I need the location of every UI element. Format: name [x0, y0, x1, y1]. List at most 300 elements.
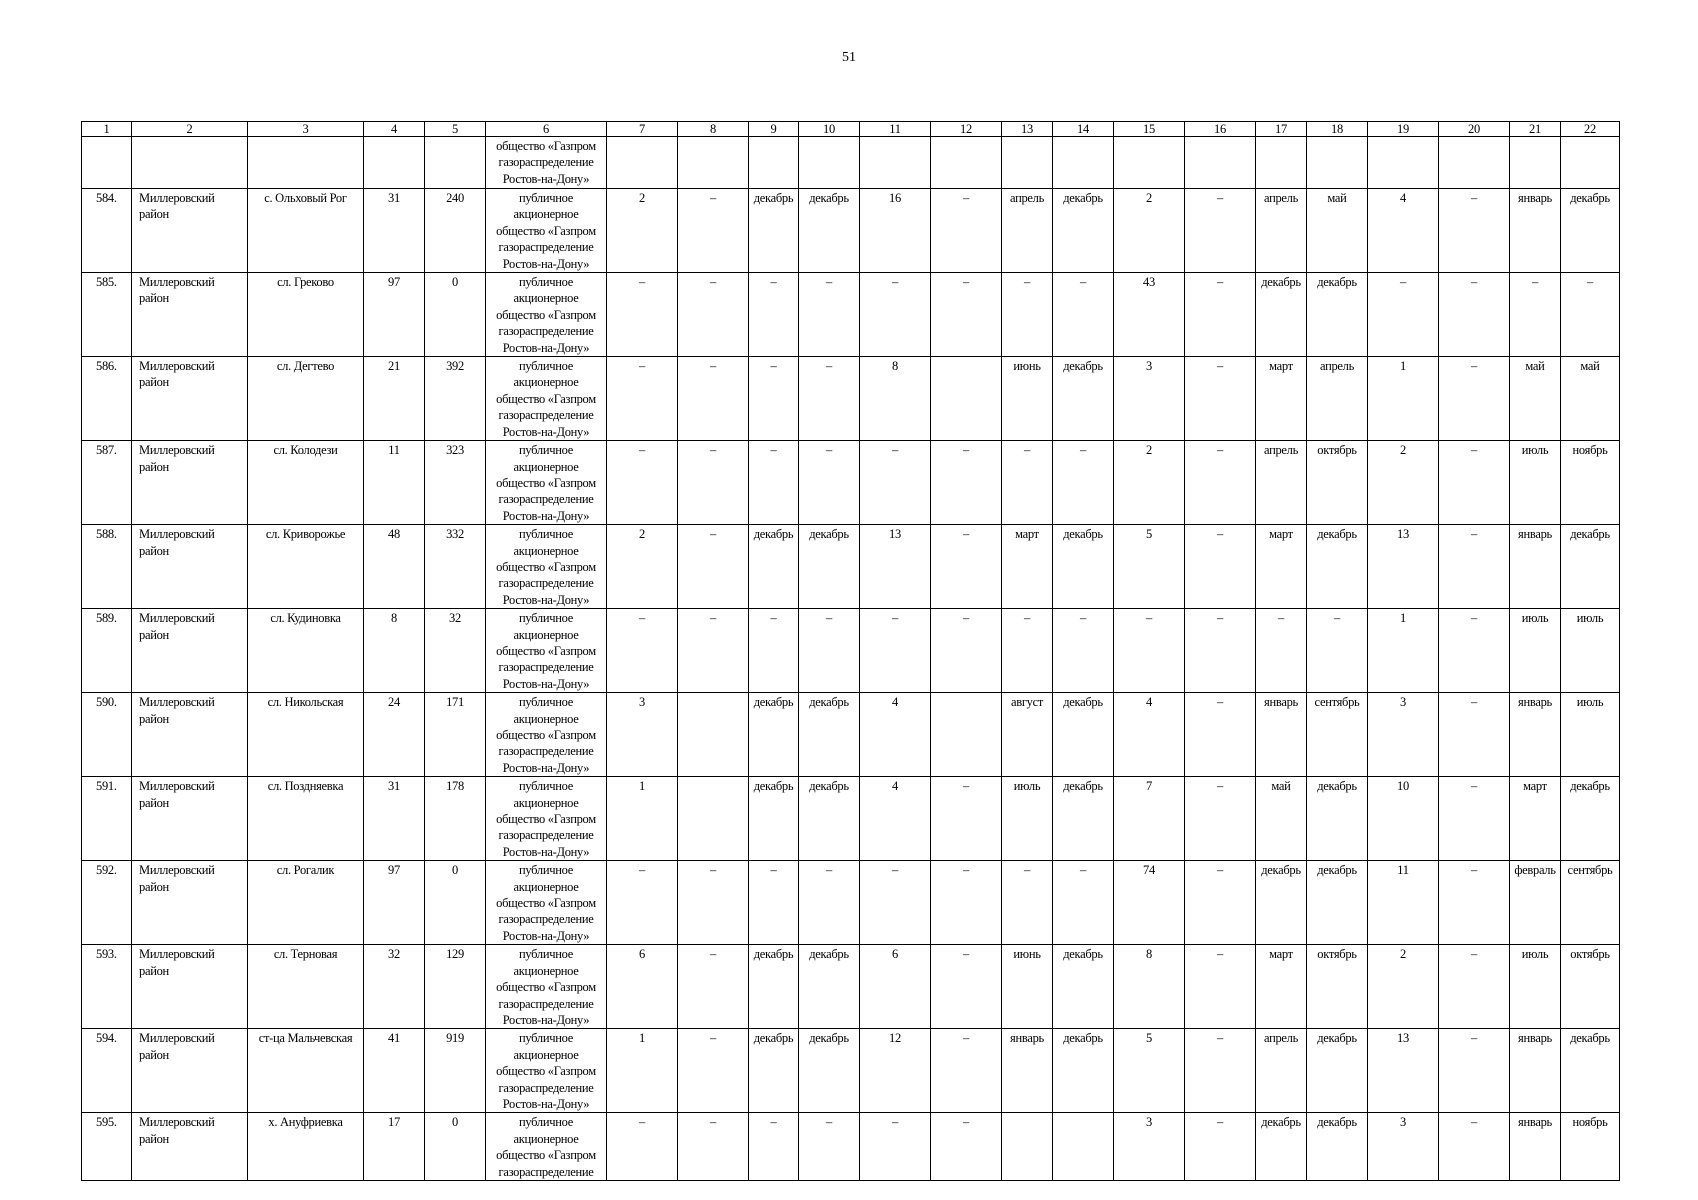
table-row [82, 357, 1620, 441]
value-cell-col-15: 7 [1114, 777, 1185, 861]
value-cell-col-8: – [678, 525, 749, 609]
operator-line: акционерное [513, 375, 579, 390]
value-cell-col-4: 41 [364, 1029, 425, 1113]
value-cell-col-12 [931, 357, 1002, 441]
value-cell-col-7: – [607, 1113, 678, 1181]
operator-line: общество «Газпром [496, 980, 596, 995]
value-cell-col-13: – [1002, 861, 1053, 945]
value-cell-col-14: декабрь [1053, 357, 1114, 441]
operator-line: газораспределение [498, 155, 594, 170]
settlement-cell: х. Ануфриевка [248, 1113, 364, 1181]
value-cell-col-8: – [678, 861, 749, 945]
value-cell-col-5: 392 [425, 357, 486, 441]
operator-line: публичное [519, 695, 573, 710]
value-cell-col-10: – [799, 357, 860, 441]
value-cell-col-20: – [1439, 273, 1510, 357]
value-cell-col-13: апрель [1002, 189, 1053, 273]
value-cell-col-13: август [1002, 693, 1053, 777]
value-cell-col-15: 3 [1114, 1113, 1185, 1181]
column-header: 2 [132, 122, 248, 137]
empty-cell [678, 137, 749, 189]
settlement-cell: с. Ольховый Рог [248, 189, 364, 273]
row-number: 593. [82, 945, 132, 1029]
value-cell-col-10: декабрь [799, 777, 860, 861]
operator-cell [486, 693, 607, 777]
operator-line: публичное [519, 779, 573, 794]
value-cell-col-21: февраль [1510, 861, 1561, 945]
operator-cell [486, 861, 607, 945]
value-cell-col-9: декабрь [749, 693, 799, 777]
column-header: 1 [82, 122, 132, 137]
value-cell-col-15: 5 [1114, 1029, 1185, 1113]
row-number: 586. [82, 357, 132, 441]
empty-cell [1002, 137, 1053, 189]
operator-line: публичное [519, 1115, 573, 1130]
value-cell-col-17: апрель [1256, 1029, 1307, 1113]
operator-line: газораспределение [498, 324, 594, 339]
column-header: 16 [1185, 122, 1256, 137]
value-cell-col-21: июль [1510, 945, 1561, 1029]
value-cell-col-15: 2 [1114, 441, 1185, 525]
operator-line: акционерное [513, 627, 579, 642]
operator-cell [486, 777, 607, 861]
column-header: 18 [1307, 122, 1368, 137]
value-cell-col-19: 1 [1368, 609, 1439, 693]
value-cell-col-8 [678, 777, 749, 861]
value-cell-col-11: – [860, 273, 931, 357]
value-cell-col-8: – [678, 189, 749, 273]
value-cell-col-18: – [1307, 609, 1368, 693]
value-cell-col-13: – [1002, 273, 1053, 357]
value-cell-col-19: 3 [1368, 693, 1439, 777]
operator-line: газораспределение [498, 1080, 594, 1095]
row-number: 594. [82, 1029, 132, 1113]
row-number: 590. [82, 693, 132, 777]
value-cell-col-9: декабрь [749, 777, 799, 861]
district-cell: Миллеровский район [132, 1029, 248, 1113]
value-cell-col-7: 6 [607, 945, 678, 1029]
operator-line: Ростов-на-Дону» [502, 256, 590, 271]
column-header: 9 [749, 122, 799, 137]
value-cell-col-16: – [1185, 693, 1256, 777]
operator-line: общество «Газпром [496, 391, 596, 406]
value-cell-col-15: 2 [1114, 189, 1185, 273]
value-cell-col-21: июль [1510, 441, 1561, 525]
value-cell-col-19: 2 [1368, 945, 1439, 1029]
empty-cell [82, 137, 132, 189]
value-cell-col-12: – [931, 945, 1002, 1029]
value-cell-col-4: 17 [364, 1113, 425, 1181]
value-cell-col-12: – [931, 189, 1002, 273]
settlement-cell: сл. Никольская [248, 693, 364, 777]
value-cell-col-21: январь [1510, 1029, 1561, 1113]
operator-cell [486, 525, 607, 609]
operator-line: акционерное [513, 1131, 579, 1146]
value-cell-col-8: – [678, 1113, 749, 1181]
value-cell-col-14: – [1053, 861, 1114, 945]
value-cell-col-11: – [860, 441, 931, 525]
value-cell-col-14: декабрь [1053, 189, 1114, 273]
value-cell-col-17: май [1256, 777, 1307, 861]
value-cell-col-20: – [1439, 777, 1510, 861]
value-cell-col-18: октябрь [1307, 945, 1368, 1029]
value-cell-col-16: – [1185, 1029, 1256, 1113]
operator-line: публичное [519, 947, 573, 962]
empty-cell [1368, 137, 1439, 189]
value-cell-col-18: апрель [1307, 357, 1368, 441]
settlement-cell: сл. Рогалик [248, 861, 364, 945]
value-cell-col-19: 4 [1368, 189, 1439, 273]
value-cell-col-12: – [931, 1029, 1002, 1113]
value-cell-col-4: 48 [364, 525, 425, 609]
settlement-cell: сл. Колодези [248, 441, 364, 525]
operator-line: Ростов-на-Дону» [502, 928, 590, 943]
value-cell-col-16: – [1185, 1113, 1256, 1181]
value-cell-col-21: январь [1510, 525, 1561, 609]
column-header: 19 [1368, 122, 1439, 137]
value-cell-col-20: – [1439, 1113, 1510, 1181]
operator-line: газораспределение [498, 912, 594, 927]
value-cell-col-14: – [1053, 273, 1114, 357]
value-cell-col-7: 3 [607, 693, 678, 777]
operator-line: общество «Газпром [496, 559, 596, 574]
value-cell-col-7: – [607, 441, 678, 525]
value-cell-col-20: – [1439, 945, 1510, 1029]
operator-line: Ростов-на-Дону» [502, 1096, 590, 1111]
row-number: 592. [82, 861, 132, 945]
value-cell-col-11: 4 [860, 693, 931, 777]
value-cell-col-22: сентябрь [1561, 861, 1620, 945]
column-header: 22 [1561, 122, 1620, 137]
value-cell-col-4: 24 [364, 693, 425, 777]
value-cell-col-22: ноябрь [1561, 1113, 1620, 1181]
operator-cell [486, 609, 607, 693]
value-cell-col-4: 8 [364, 609, 425, 693]
value-cell-col-19: 13 [1368, 1029, 1439, 1113]
empty-cell [1439, 137, 1510, 189]
settlement-cell: сл. Терновая [248, 945, 364, 1029]
value-cell-col-8: – [678, 609, 749, 693]
operator-line: общество «Газпром [496, 643, 596, 658]
operator-cell [486, 1113, 607, 1181]
value-cell-col-7: – [607, 861, 678, 945]
value-cell-col-8: – [678, 273, 749, 357]
value-cell-col-8: – [678, 945, 749, 1029]
value-cell-col-7: 1 [607, 1029, 678, 1113]
value-cell-col-13: июль [1002, 777, 1053, 861]
operator-line: газораспределение [498, 660, 594, 675]
value-cell-col-8 [678, 693, 749, 777]
empty-cell [425, 137, 486, 189]
value-cell-col-22: октябрь [1561, 945, 1620, 1029]
value-cell-col-17: март [1256, 357, 1307, 441]
row-number: 585. [82, 273, 132, 357]
value-cell-col-4: 32 [364, 945, 425, 1029]
settlement-cell: сл. Дегтево [248, 357, 364, 441]
operator-line: газораспределение [498, 828, 594, 843]
value-cell-col-12: – [931, 525, 1002, 609]
table-row [82, 525, 1620, 609]
value-cell-col-10: декабрь [799, 1029, 860, 1113]
row-number: 587. [82, 441, 132, 525]
value-cell-col-9: декабрь [749, 945, 799, 1029]
operator-line: общество «Газпром [496, 812, 596, 827]
column-header: 13 [1002, 122, 1053, 137]
value-cell-col-17: декабрь [1256, 273, 1307, 357]
empty-cell [607, 137, 678, 189]
operator-cell [486, 945, 607, 1029]
operator-line: акционерное [513, 795, 579, 810]
value-cell-col-9: – [749, 1113, 799, 1181]
value-cell-col-20: – [1439, 693, 1510, 777]
table-row [82, 441, 1620, 525]
value-cell-col-7: – [607, 273, 678, 357]
value-cell-col-10: – [799, 861, 860, 945]
value-cell-col-19: 3 [1368, 1113, 1439, 1181]
operator-cell [486, 189, 607, 273]
operator-line: газораспределение [498, 996, 594, 1011]
value-cell-col-11: 12 [860, 1029, 931, 1113]
column-header: 5 [425, 122, 486, 137]
value-cell-col-15: 74 [1114, 861, 1185, 945]
value-cell-col-5: 919 [425, 1029, 486, 1113]
operator-line: Ростов-на-Дону» [502, 676, 590, 691]
value-cell-col-4: 11 [364, 441, 425, 525]
empty-cell [860, 137, 931, 189]
value-cell-col-5: 0 [425, 273, 486, 357]
value-cell-col-10: декабрь [799, 525, 860, 609]
value-cell-col-7: – [607, 357, 678, 441]
operator-line: публичное [519, 863, 573, 878]
value-cell-col-18: май [1307, 189, 1368, 273]
value-cell-col-12: – [931, 1113, 1002, 1181]
value-cell-col-13: июнь [1002, 945, 1053, 1029]
operator-line: газораспределение [498, 576, 594, 591]
value-cell-col-13: январь [1002, 1029, 1053, 1113]
table-row [82, 777, 1620, 861]
column-header: 21 [1510, 122, 1561, 137]
operator-line: общество «Газпром [496, 223, 596, 238]
operator-line: Ростов-на-Дону» [502, 760, 590, 775]
value-cell-col-22: июль [1561, 609, 1620, 693]
settlement-cell: сл. Криворожье [248, 525, 364, 609]
value-cell-col-18: декабрь [1307, 1113, 1368, 1181]
value-cell-col-5: 32 [425, 609, 486, 693]
value-cell-col-22: – [1561, 273, 1620, 357]
operator-line: Ростов-на-Дону» [502, 424, 590, 439]
value-cell-col-14: – [1053, 609, 1114, 693]
operator-line: публичное [519, 611, 573, 626]
gasification-schedule-table [81, 121, 1620, 1181]
value-cell-col-5: 0 [425, 1113, 486, 1181]
table-row [82, 693, 1620, 777]
value-cell-col-9: декабрь [749, 525, 799, 609]
value-cell-col-17: декабрь [1256, 861, 1307, 945]
operator-line: газораспределение [498, 744, 594, 759]
value-cell-col-5: 178 [425, 777, 486, 861]
value-cell-col-16: – [1185, 609, 1256, 693]
value-cell-col-20: – [1439, 525, 1510, 609]
row-number: 588. [82, 525, 132, 609]
value-cell-col-11: 8 [860, 357, 931, 441]
value-cell-col-9: – [749, 609, 799, 693]
table-row [82, 273, 1620, 357]
value-cell-col-4: 21 [364, 357, 425, 441]
district-cell: Миллеровский район [132, 609, 248, 693]
operator-line: газораспределение [498, 492, 594, 507]
value-cell-col-18: декабрь [1307, 777, 1368, 861]
value-cell-col-7: 1 [607, 777, 678, 861]
column-header: 10 [799, 122, 860, 137]
column-header: 3 [248, 122, 364, 137]
operator-line: газораспределение [498, 240, 594, 255]
table-row [82, 1113, 1620, 1181]
value-cell-col-12 [931, 693, 1002, 777]
empty-cell [1114, 137, 1185, 189]
value-cell-col-13: – [1002, 441, 1053, 525]
value-cell-col-11: – [860, 1113, 931, 1181]
district-cell: Миллеровский район [132, 273, 248, 357]
value-cell-col-4: 31 [364, 189, 425, 273]
value-cell-col-4: 97 [364, 861, 425, 945]
value-cell-col-15: – [1114, 609, 1185, 693]
value-cell-col-14: декабрь [1053, 777, 1114, 861]
value-cell-col-18: декабрь [1307, 525, 1368, 609]
value-cell-col-7: – [607, 609, 678, 693]
value-cell-col-12: – [931, 273, 1002, 357]
value-cell-col-16: – [1185, 357, 1256, 441]
value-cell-col-9: – [749, 273, 799, 357]
empty-cell [1185, 137, 1256, 189]
value-cell-col-17: январь [1256, 693, 1307, 777]
operator-line: публичное [519, 359, 573, 374]
operator-line: Ростов-на-Дону» [502, 171, 590, 186]
operator-line: Ростов-на-Дону» [502, 340, 590, 355]
value-cell-col-11: 6 [860, 945, 931, 1029]
district-cell: Миллеровский район [132, 441, 248, 525]
value-cell-col-16: – [1185, 525, 1256, 609]
operator-line: Ростов-на-Дону» [502, 592, 590, 607]
district-cell: Миллеровский район [132, 357, 248, 441]
value-cell-col-18: декабрь [1307, 861, 1368, 945]
value-cell-col-10: – [799, 1113, 860, 1181]
column-header: 6 [486, 122, 607, 137]
value-cell-col-17: апрель [1256, 441, 1307, 525]
operator-line: публичное [519, 527, 573, 542]
value-cell-col-21: май [1510, 357, 1561, 441]
operator-line: общество «Газпром [496, 307, 596, 322]
value-cell-col-21: март [1510, 777, 1561, 861]
operator-line: публичное [519, 1031, 573, 1046]
column-header: 14 [1053, 122, 1114, 137]
operator-cell [486, 1029, 607, 1113]
value-cell-col-20: – [1439, 189, 1510, 273]
district-cell: Миллеровский район [132, 1113, 248, 1181]
value-cell-col-5: 171 [425, 693, 486, 777]
value-cell-col-9: – [749, 861, 799, 945]
operator-line: акционерное [513, 543, 579, 558]
settlement-cell: сл. Поздняевка [248, 777, 364, 861]
continuation-row [82, 137, 1620, 189]
value-cell-col-18: декабрь [1307, 273, 1368, 357]
district-cell: Миллеровский район [132, 945, 248, 1029]
value-cell-col-13 [1002, 1113, 1053, 1181]
operator-line: общество «Газпром [496, 475, 596, 490]
value-cell-col-16: – [1185, 777, 1256, 861]
value-cell-col-19: 13 [1368, 525, 1439, 609]
value-cell-col-22: декабрь [1561, 525, 1620, 609]
district-cell: Миллеровский район [132, 693, 248, 777]
value-cell-col-19: 11 [1368, 861, 1439, 945]
column-header: 15 [1114, 122, 1185, 137]
value-cell-col-12: – [931, 441, 1002, 525]
value-cell-col-11: 13 [860, 525, 931, 609]
column-header: 7 [607, 122, 678, 137]
value-cell-col-8: – [678, 441, 749, 525]
value-cell-col-18: сентябрь [1307, 693, 1368, 777]
value-cell-col-14: декабрь [1053, 945, 1114, 1029]
value-cell-col-19: 1 [1368, 357, 1439, 441]
value-cell-col-17: апрель [1256, 189, 1307, 273]
empty-cell [931, 137, 1002, 189]
operator-line: общество «Газпром [496, 1148, 596, 1163]
operator-line: общество «Газпром [496, 139, 596, 153]
value-cell-col-16: – [1185, 441, 1256, 525]
column-header: 12 [931, 122, 1002, 137]
value-cell-col-9: декабрь [749, 189, 799, 273]
operator-cell [486, 137, 607, 189]
empty-cell [799, 137, 860, 189]
settlement-cell: сл. Кудиновка [248, 609, 364, 693]
operator-cell [486, 273, 607, 357]
value-cell-col-19: – [1368, 273, 1439, 357]
operator-line: акционерное [513, 459, 579, 474]
value-cell-col-15: 43 [1114, 273, 1185, 357]
operator-line: акционерное [513, 711, 579, 726]
row-number: 584. [82, 189, 132, 273]
value-cell-col-5: 0 [425, 861, 486, 945]
value-cell-col-7: 2 [607, 189, 678, 273]
empty-cell [749, 137, 799, 189]
value-cell-col-15: 5 [1114, 525, 1185, 609]
value-cell-col-12: – [931, 777, 1002, 861]
operator-line: Ростов-на-Дону» [502, 844, 590, 859]
value-cell-col-5: 323 [425, 441, 486, 525]
value-cell-col-13: июнь [1002, 357, 1053, 441]
value-cell-col-15: 4 [1114, 693, 1185, 777]
value-cell-col-22: июль [1561, 693, 1620, 777]
value-cell-col-11: – [860, 861, 931, 945]
value-cell-col-9: декабрь [749, 1029, 799, 1113]
value-cell-col-19: 10 [1368, 777, 1439, 861]
empty-cell [364, 137, 425, 189]
value-cell-col-14 [1053, 1113, 1114, 1181]
row-number: 595. [82, 1113, 132, 1181]
value-cell-col-22: май [1561, 357, 1620, 441]
value-cell-col-20: – [1439, 1029, 1510, 1113]
operator-line: акционерное [513, 207, 579, 222]
value-cell-col-15: 3 [1114, 357, 1185, 441]
value-cell-col-22: декабрь [1561, 777, 1620, 861]
value-cell-col-21: январь [1510, 189, 1561, 273]
value-cell-col-14: – [1053, 441, 1114, 525]
column-header: 20 [1439, 122, 1510, 137]
value-cell-col-5: 129 [425, 945, 486, 1029]
operator-line: Ростов-на-Дону» [502, 508, 590, 523]
table-row [82, 861, 1620, 945]
value-cell-col-9: – [749, 441, 799, 525]
district-cell: Миллеровский район [132, 525, 248, 609]
